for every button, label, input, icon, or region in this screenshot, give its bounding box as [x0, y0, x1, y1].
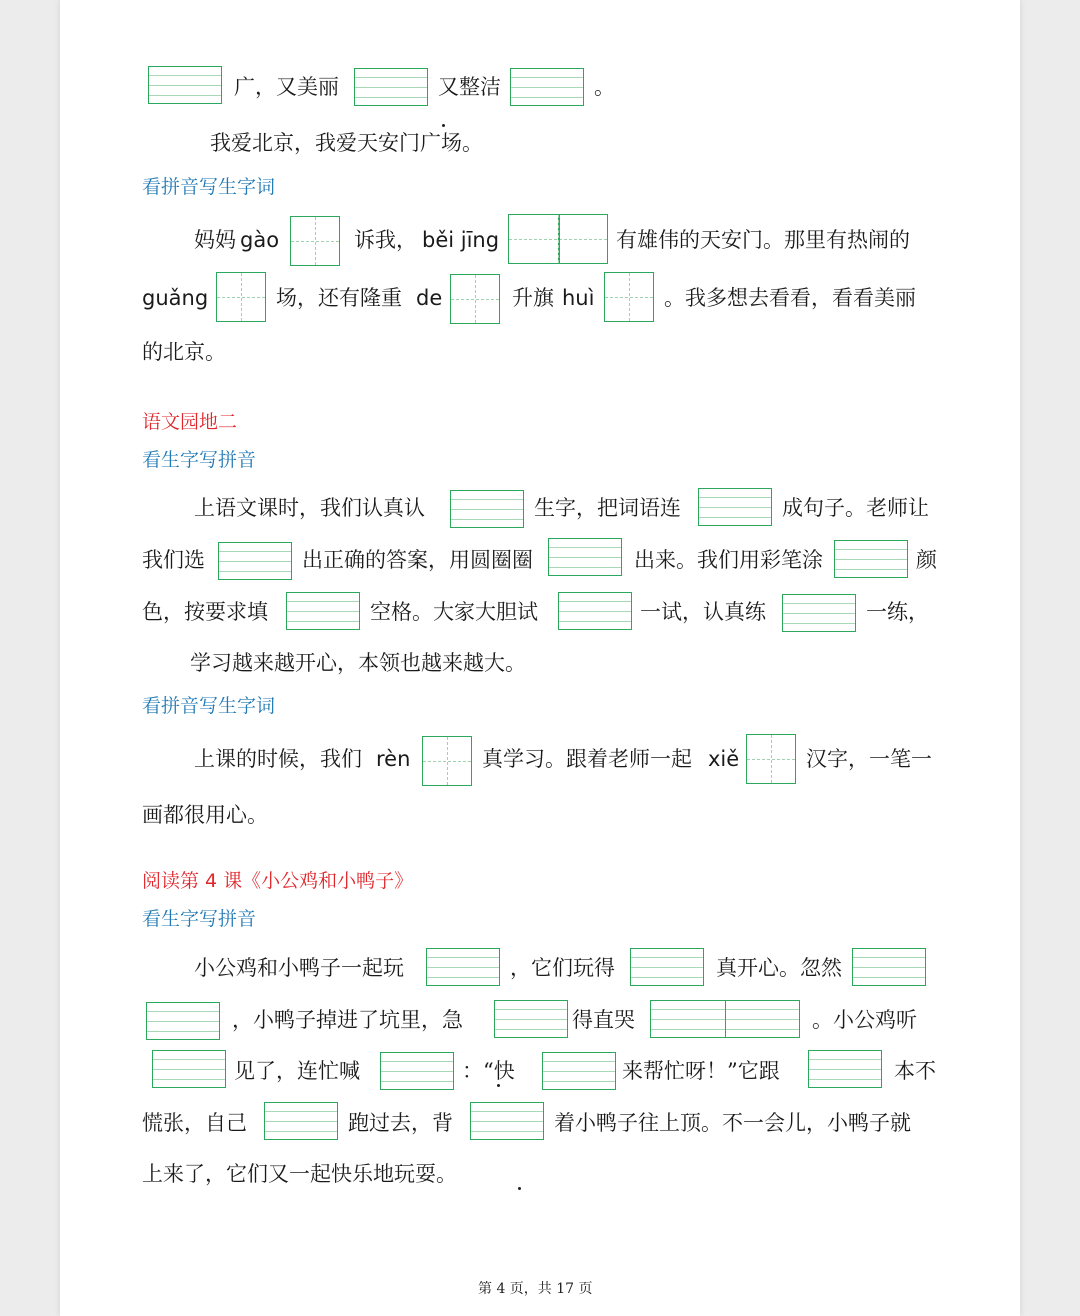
pinyin-prompt: guǎng — [142, 286, 209, 310]
pinyin-answer-box[interactable] — [152, 1050, 226, 1088]
pinyin-answer-box[interactable] — [852, 948, 926, 986]
pinyin-answer-box[interactable] — [782, 594, 856, 632]
text-line: 着小鸭子往上顶。不一会儿，小鸭子就 — [554, 1111, 911, 1135]
text-line: 见了，连忙喊 — [234, 1059, 360, 1083]
pinyin-answer-box[interactable] — [426, 948, 500, 986]
text-line: 诉我， — [354, 228, 417, 252]
text-line: 出来。我们用彩笔涂 — [634, 548, 823, 572]
text-line: ：“快 — [462, 1059, 515, 1083]
character-answer-box[interactable] — [604, 272, 654, 322]
text-line: 有雄伟的天安门。那里有热闹的 — [616, 228, 910, 252]
pinyin-answer-box[interactable] — [470, 1102, 544, 1140]
character-answer-box[interactable] — [450, 274, 500, 324]
pinyin-answer-box[interactable] — [380, 1052, 454, 1090]
pinyin-prompt: huì — [562, 286, 595, 310]
text-line: ，它们玩得 — [510, 956, 615, 980]
pinyin-prompt: xiě — [708, 747, 740, 771]
pinyin-answer-box[interactable] — [264, 1102, 338, 1140]
document-page — [60, 0, 1020, 1316]
pinyin-answer-box[interactable] — [450, 490, 524, 528]
pinyin-answer-box[interactable] — [354, 68, 428, 106]
text-line: 。 — [594, 75, 615, 99]
text-line: 升旗 — [512, 286, 554, 310]
text-line: 学习越来越开心，本领也越来越大。 — [190, 651, 526, 675]
text-line: 上来了，它们又一起快乐地玩耍。 — [142, 1162, 457, 1186]
pinyin-answer-box[interactable] — [542, 1052, 616, 1090]
pinyin-answer-box[interactable] — [510, 68, 584, 106]
section-heading: 看拼音写生字词 — [142, 176, 276, 198]
text-line: 我们选 — [142, 548, 205, 572]
pinyin-answer-box-double[interactable] — [650, 1000, 800, 1038]
text-line: 本不 — [894, 1059, 936, 1083]
text-line: 妈妈 — [194, 228, 236, 252]
text-line: 画都很用心。 — [142, 803, 268, 827]
text-line: 得直哭 — [572, 1008, 635, 1032]
pinyin-answer-box[interactable] — [698, 488, 772, 526]
section-heading: 看生字写拼音 — [142, 908, 257, 930]
text-line: ，小鸭子掉进了坑里，急 — [232, 1008, 463, 1032]
text-line: 场，还有隆重 — [276, 286, 402, 310]
section-heading: 看拼音写生字词 — [142, 695, 276, 717]
text-line: 上课的时候，我们 — [194, 747, 362, 771]
text-line: 来帮忙呀！”它跟 — [622, 1059, 780, 1083]
text-line: 成句子。老师让 — [782, 496, 929, 520]
text-line: 我爱北京，我爱天安门广场。 — [210, 131, 483, 155]
pinyin-answer-box[interactable] — [218, 542, 292, 580]
character-answer-box[interactable] — [746, 734, 796, 784]
pinyin-prompt: běi jīng — [422, 228, 500, 252]
text-line: 出正确的答案，用圆圈圈 — [302, 548, 533, 572]
text-line: 跑过去，背 — [348, 1111, 453, 1135]
pinyin-prompt: rèn — [376, 747, 411, 771]
pinyin-answer-box[interactable] — [834, 540, 908, 578]
text-line: 又整洁 — [438, 75, 501, 99]
pinyin-prompt: gào — [240, 228, 280, 252]
text-line: 色，按要求填 — [142, 600, 268, 624]
text-line: 一试，认真练 — [640, 600, 766, 624]
text-line: 慌张，自己 — [142, 1111, 247, 1135]
unit-title: 语文园地二 — [142, 411, 238, 433]
text-line: 生字，把词语连 — [534, 496, 681, 520]
text-line: 。小公鸡听 — [812, 1008, 917, 1032]
unit-title: 阅读第 4 课《小公鸡和小鸭子》 — [142, 870, 414, 892]
text-line: 。我多想去看看，看看美丽 — [664, 286, 916, 310]
pinyin-answer-box[interactable] — [494, 1000, 568, 1038]
pinyin-answer-box[interactable] — [286, 592, 360, 630]
text-line: 颜 — [916, 548, 937, 572]
page-number: 第 4 页，共 17 页 — [478, 1281, 593, 1297]
pinyin-prompt: de — [416, 286, 443, 310]
character-answer-box-double[interactable] — [508, 214, 608, 264]
text-line: 真开心。忽然 — [716, 956, 842, 980]
text-line: 汉字，一笔一 — [806, 747, 932, 771]
section-heading: 看生字写拼音 — [142, 449, 257, 471]
text-line: 的北京。 — [142, 340, 226, 364]
text-line: 真学习。跟着老师一起 — [482, 747, 692, 771]
pinyin-answer-box[interactable] — [808, 1050, 882, 1088]
text-line: 空格。大家大胆试 — [370, 600, 538, 624]
text-line: 小公鸡和小鸭子一起玩 — [194, 956, 404, 980]
character-answer-box[interactable] — [290, 216, 340, 266]
pinyin-answer-box[interactable] — [148, 66, 222, 104]
pinyin-answer-box[interactable] — [558, 592, 632, 630]
text-line: 一练， — [866, 600, 929, 624]
text-line: 广，又美丽 — [234, 75, 339, 99]
character-answer-box[interactable] — [216, 272, 266, 322]
text-line: 上语文课时，我们认真认 — [194, 496, 425, 520]
pinyin-answer-box[interactable] — [146, 1002, 220, 1040]
character-answer-box[interactable] — [422, 736, 472, 786]
pinyin-answer-box[interactable] — [548, 538, 622, 576]
pinyin-answer-box[interactable] — [630, 948, 704, 986]
